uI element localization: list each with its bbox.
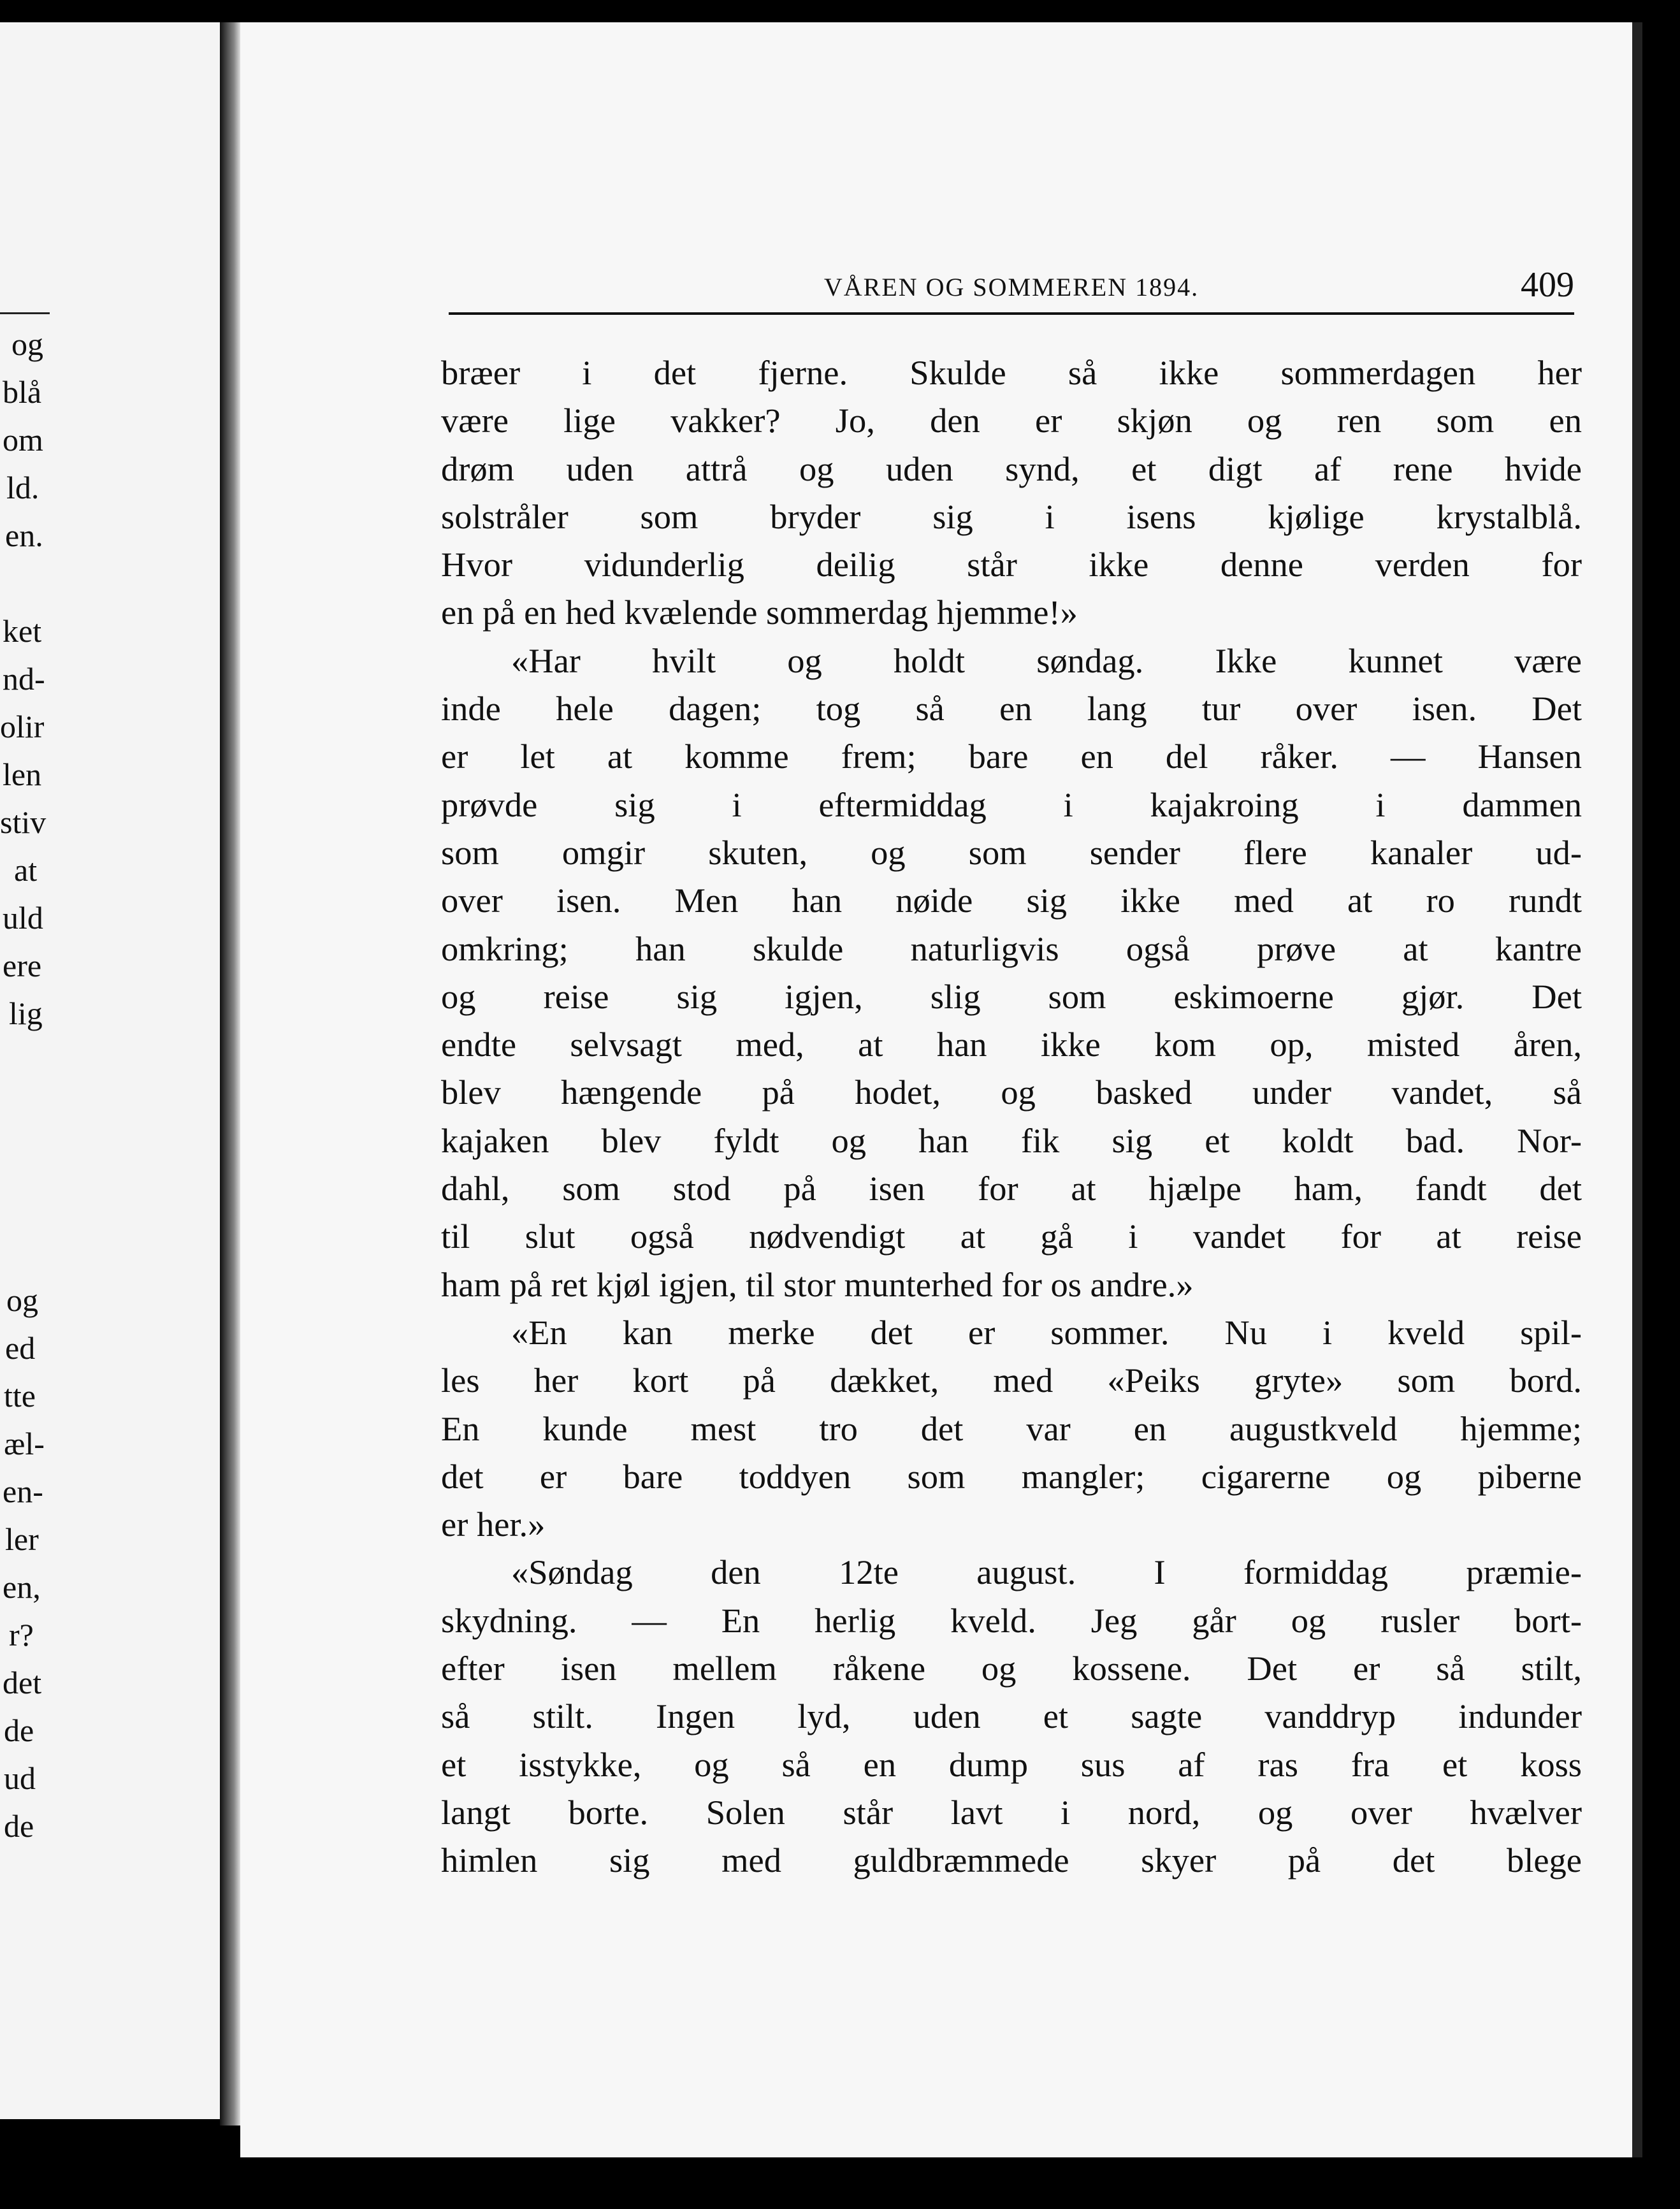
text-line: ham på ret kjøl igjen, til stor munterhed for os andre.» bbox=[441, 1264, 1194, 1304]
text-line: langt borte. Solen står lavt i nord, og over hvælver bbox=[441, 1792, 1582, 1832]
text-line: «En kan merke det er sommer. Nu i kveld spil- bbox=[511, 1312, 1582, 1352]
left-page-fragment: æl- bbox=[4, 1426, 45, 1461]
text-line: inde hele dagen; tog så en lang tur over isen. Det bbox=[441, 689, 1582, 728]
text-line: er let at komme frem; bare en del råker. — Hansen bbox=[441, 737, 1582, 776]
text-line: himlen sig med guldbræmmede skyer på det blege bbox=[441, 1841, 1582, 1880]
text-line: omkring; han skulde naturligvis også prøve at kantre bbox=[441, 929, 1582, 968]
text-line: til slut også nødvendigt at gå i vandet for at reise bbox=[441, 1217, 1582, 1256]
left-page-fragment: en- bbox=[3, 1474, 43, 1509]
text-line: det er bare toddyen som mangler; cigarerne og piberne bbox=[441, 1456, 1582, 1496]
page-number: 409 bbox=[1521, 265, 1574, 305]
text-line: prøvde sig i eftermiddag i kajakroing i dammen bbox=[441, 785, 1582, 824]
text-line: skydning. — En herlig kveld. Jeg går og rusler bort- bbox=[441, 1600, 1582, 1640]
left-page-fragment: r? bbox=[9, 1617, 34, 1653]
text-line: «Har hvilt og holdt søndag. Ikke kunnet være bbox=[511, 641, 1582, 680]
left-page-fragment: tte bbox=[4, 1378, 36, 1414]
left-page-fragment: en, bbox=[3, 1569, 41, 1605]
left-page-fragment: len bbox=[3, 757, 42, 792]
text-line: over isen. Men han nøide sig ikke med at ro rundt bbox=[441, 881, 1582, 920]
page-header bbox=[449, 247, 1574, 317]
left-page-fragment: ld. bbox=[6, 470, 40, 505]
text-line: som omgir skuten, og som sender flere kanaler ud- bbox=[441, 832, 1582, 872]
text-line: være lige vakker? Jo, den er skjøn og ren som en bbox=[441, 401, 1582, 440]
left-page-fragment: stiv bbox=[0, 804, 47, 840]
text-line: en på en hed kvælende sommerdag hjemme!» bbox=[441, 593, 1078, 632]
text-line: er her.» bbox=[441, 1505, 546, 1544]
text-line: Hvor vidunderlig deilig står ikke denne verden for bbox=[441, 545, 1582, 584]
left-page-fragment: ket bbox=[3, 613, 42, 649]
left-page-fragment: det bbox=[3, 1665, 42, 1700]
left-page-fragment: de bbox=[4, 1808, 34, 1844]
text-line: solstråler som bryder sig i isens kjølige krystalblå. bbox=[441, 496, 1582, 536]
left-page-header-rule bbox=[0, 312, 50, 314]
book-page bbox=[240, 22, 1642, 2157]
left-page-fragment: at bbox=[14, 852, 38, 888]
left-page-fragment: ud bbox=[4, 1760, 36, 1796]
left-page-fragment: uld bbox=[3, 900, 43, 936]
left-page-fragment: nd- bbox=[3, 661, 45, 697]
left-page-fragment: om bbox=[3, 422, 43, 458]
text-line: kajaken blev fyldt og han fik sig et koldt bad. Nor- bbox=[441, 1120, 1582, 1160]
left-page-fragment: olir bbox=[0, 709, 45, 744]
text-line: så stilt. Ingen lyd, uden et sagte vanddryp indunder bbox=[441, 1697, 1582, 1736]
text-line: et isstykke, og så en dump sus af ras fra et koss bbox=[441, 1744, 1582, 1784]
text-line: endte selvsagt med, at han ikke kom op, misted åren, bbox=[441, 1025, 1582, 1064]
left-page-fragment: lig bbox=[9, 996, 43, 1031]
left-page-fragment: de bbox=[4, 1713, 34, 1748]
text-line: bræer i det fjerne. Skulde så ikke sommerdagen her bbox=[441, 353, 1582, 392]
left-page-fragment: blå bbox=[3, 374, 42, 410]
text-line: En kunde mest tro det var en augustkveld hjemme; bbox=[441, 1409, 1582, 1448]
book-gutter bbox=[220, 22, 240, 2126]
text-line: efter isen mellem råkene og kossene. Det er så stilt, bbox=[441, 1649, 1582, 1688]
left-page-fragment: ere bbox=[3, 948, 42, 983]
facing-page-left bbox=[0, 22, 222, 2119]
left-page-fragment: en. bbox=[5, 518, 43, 553]
left-page-fragment: og bbox=[6, 1282, 38, 1318]
left-page-fragment: ed bbox=[5, 1330, 36, 1366]
header-rule bbox=[449, 312, 1574, 315]
text-line: drøm uden attrå og uden synd, et digt af rene hvide bbox=[441, 449, 1582, 488]
text-line: les her kort på dækket, med «Peiks gryte» som bord. bbox=[441, 1361, 1582, 1400]
left-page-fragment: og bbox=[11, 326, 43, 362]
body-text bbox=[441, 349, 1582, 1885]
running-title: VÅREN OG SOMMEREN 1894. bbox=[823, 273, 1199, 301]
text-line: «Søndag den 12te august. I formiddag præmie- bbox=[511, 1553, 1582, 1592]
text-line: dahl, som stod på isen for at hjælpe ham, fandt det bbox=[441, 1169, 1582, 1208]
text-line: blev hængende på hodet, og basked under vandet, så bbox=[441, 1073, 1582, 1112]
left-page-fragment: ler bbox=[5, 1521, 39, 1557]
text-line: og reise sig igjen, slig som eskimoerne gjør. Det bbox=[441, 976, 1582, 1016]
